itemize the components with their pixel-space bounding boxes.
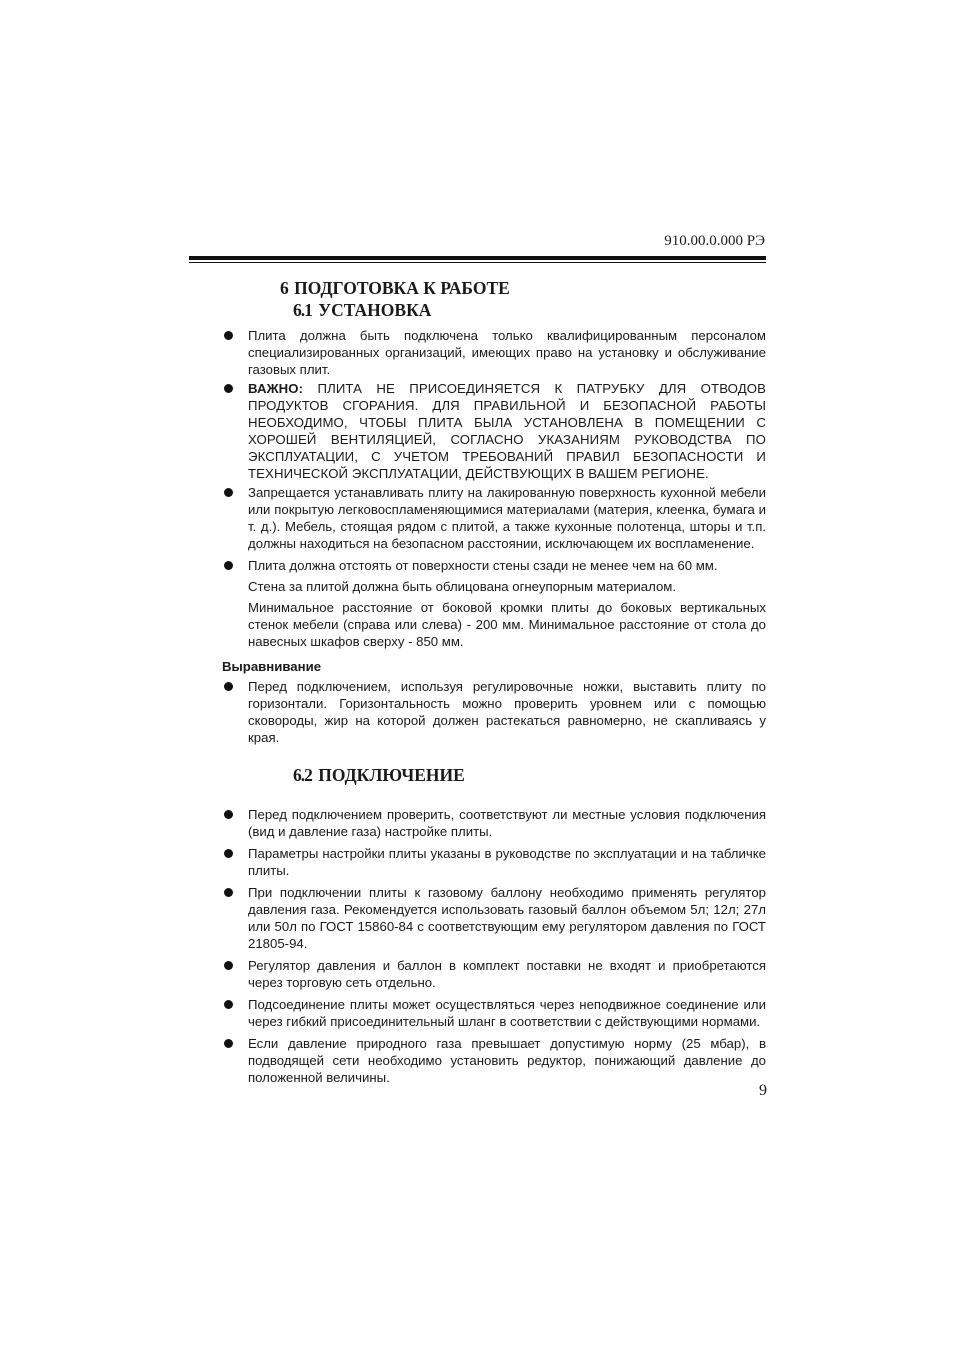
bullet-icon bbox=[224, 1039, 233, 1048]
list-item-text: Параметры настройки плиты указаны в руководстве по эксплуатации и на табличке плиты. bbox=[248, 846, 766, 878]
section-6-2-number: 6.2 bbox=[293, 765, 312, 785]
list-item bbox=[222, 1035, 766, 1086]
list-item-text: Перед подключением проверить, соответствуют ли местные условия подключения (вид и давление газа) настройке плиты. bbox=[248, 807, 766, 839]
bullet-icon bbox=[224, 488, 233, 497]
list-item bbox=[222, 957, 766, 991]
list-item bbox=[222, 484, 766, 552]
section-6-2-heading bbox=[222, 764, 766, 786]
list-item-text: Плита должна быть подключена только квалифицированным персоналом специализированных организаций, имеющих право на установку и обслуживание газовых плит. bbox=[248, 328, 766, 377]
list-item bbox=[222, 557, 766, 574]
list-item-text: Регулятор давления и баллон в комплект поставки не входят и приобретаются через торговую сеть отдельно. bbox=[248, 958, 766, 990]
bullet-icon bbox=[224, 810, 233, 819]
bullet-icon bbox=[224, 384, 233, 393]
section-6-heading bbox=[222, 277, 766, 299]
list-item-text: Запрещается устанавливать плиту на лакированную поверхность кухонной мебели или покрытую легковоспламеняющимися материалами (материя, клеенка, бумага и т. д.). Мебель, стоящая рядом с плитой, а также кухонные полотенца, шторы и т.п. должны находиться на безопасном расстоянии, исключающем их воспламенение. bbox=[248, 485, 766, 551]
section-6-1-heading bbox=[222, 299, 766, 321]
header-rule-thin bbox=[189, 262, 766, 263]
paragraph-wall: Стена за плитой должна быть облицована огнеупорным материалом. bbox=[248, 579, 677, 594]
paragraph-distances: Минимальное расстояние от боковой кромки плиты до боковых вертикальных стенок мебели (справа или слева) - 200 мм. Минимальное расстояние от стола до навесных шкафов сверху - 850 мм. bbox=[248, 600, 766, 649]
important-label: ВАЖНО: bbox=[248, 381, 304, 396]
list-item-text: Перед подключением, используя регулировочные ножки, выставить плиту по горизонтали. Горизонтальность можно проверить уровнем или с помощью сковороды, жир на которой должен растекаться равномерно, не скапливаясь у края. bbox=[248, 679, 766, 745]
page-number: 9 bbox=[759, 1082, 767, 1099]
list-item bbox=[222, 845, 766, 879]
bullet-icon bbox=[224, 961, 233, 970]
list-item-important bbox=[222, 380, 766, 482]
list-item bbox=[222, 806, 766, 840]
section-6-1-number: 6.1 bbox=[293, 300, 312, 320]
list-item-text: При подключении плиты к газовому баллону необходимо применять регулятор давления газа. Рекомендуется использовать газовый баллон объемом 5л; 12л; 27л или 50л по ГОСТ 15860-84 с соответствующим ему регулятором давления по ГОСТ 21805-94. bbox=[248, 885, 766, 951]
bullet-icon bbox=[224, 888, 233, 897]
list-item-text: Подсоединение плиты может осуществляться через неподвижное соединение или через гибкий присоединительный шланг в соответствии с действующими нормами. bbox=[248, 997, 766, 1029]
section-6-title: ПОДГОТОВКА К РАБОТЕ bbox=[294, 278, 510, 298]
list-item-text: ПЛИТА НЕ ПРИСОЕДИНЯЕТСЯ К ПАТРУБКУ ДЛЯ ОТВОДОВ ПРОДУКТОВ СГОРАНИЯ. ДЛЯ ПРАВИЛЬНОЙ И БЕЗОПАСНОЙ РАБОТЫ НЕОБХОДИМО, ЧТОБЫ ПЛИТА БЫЛА УСТАНОВЛЕНА В ПОМЕЩЕНИИ С ХОРОШЕЙ ВЕНТИЛЯЦИЕЙ, СОГЛАСНО УКАЗАНИЯМ РУКОВОДСТВА ПО ЭКСПЛУАТАЦИИ, С УЧЕТОМ ТРЕБОВАНИЙ ПРАВИЛ БЕЗОПАСНОСТИ И ТЕХНИЧЕСКОЙ ЭКСПЛУАТАЦИИ, ДЕЙСТВУЮЩИХ В ВАШЕМ РЕГИОНЕ. bbox=[248, 381, 767, 481]
section-6-number: 6 bbox=[280, 278, 288, 298]
bullet-icon bbox=[224, 682, 233, 691]
bullet-icon bbox=[224, 1000, 233, 1009]
list-item-leveling bbox=[222, 678, 766, 746]
section-6-2-title: ПОДКЛЮЧЕНИЕ bbox=[318, 765, 465, 785]
document-code: 910.00.0.000 РЭ bbox=[664, 233, 765, 249]
list-item bbox=[222, 996, 766, 1030]
list-item bbox=[222, 884, 766, 952]
section-6-1-title: УСТАНОВКА bbox=[318, 300, 432, 320]
list-item bbox=[222, 327, 766, 378]
bullet-icon bbox=[224, 849, 233, 858]
list-item-text: Если давление природного газа превышает допустимую норму (25 мбар), в подводящей сети необходимо установить редуктор, понижающий давление до положенной величины. bbox=[248, 1036, 766, 1085]
page-content bbox=[222, 277, 766, 1088]
list-item-text: Плита должна отстоять от поверхности стены сзади не менее чем на 60 мм. bbox=[248, 558, 718, 573]
header-rule-thick bbox=[189, 256, 766, 260]
bullet-icon bbox=[224, 331, 233, 340]
leveling-heading: Выравнивание bbox=[222, 659, 322, 674]
bullet-icon bbox=[224, 561, 233, 570]
